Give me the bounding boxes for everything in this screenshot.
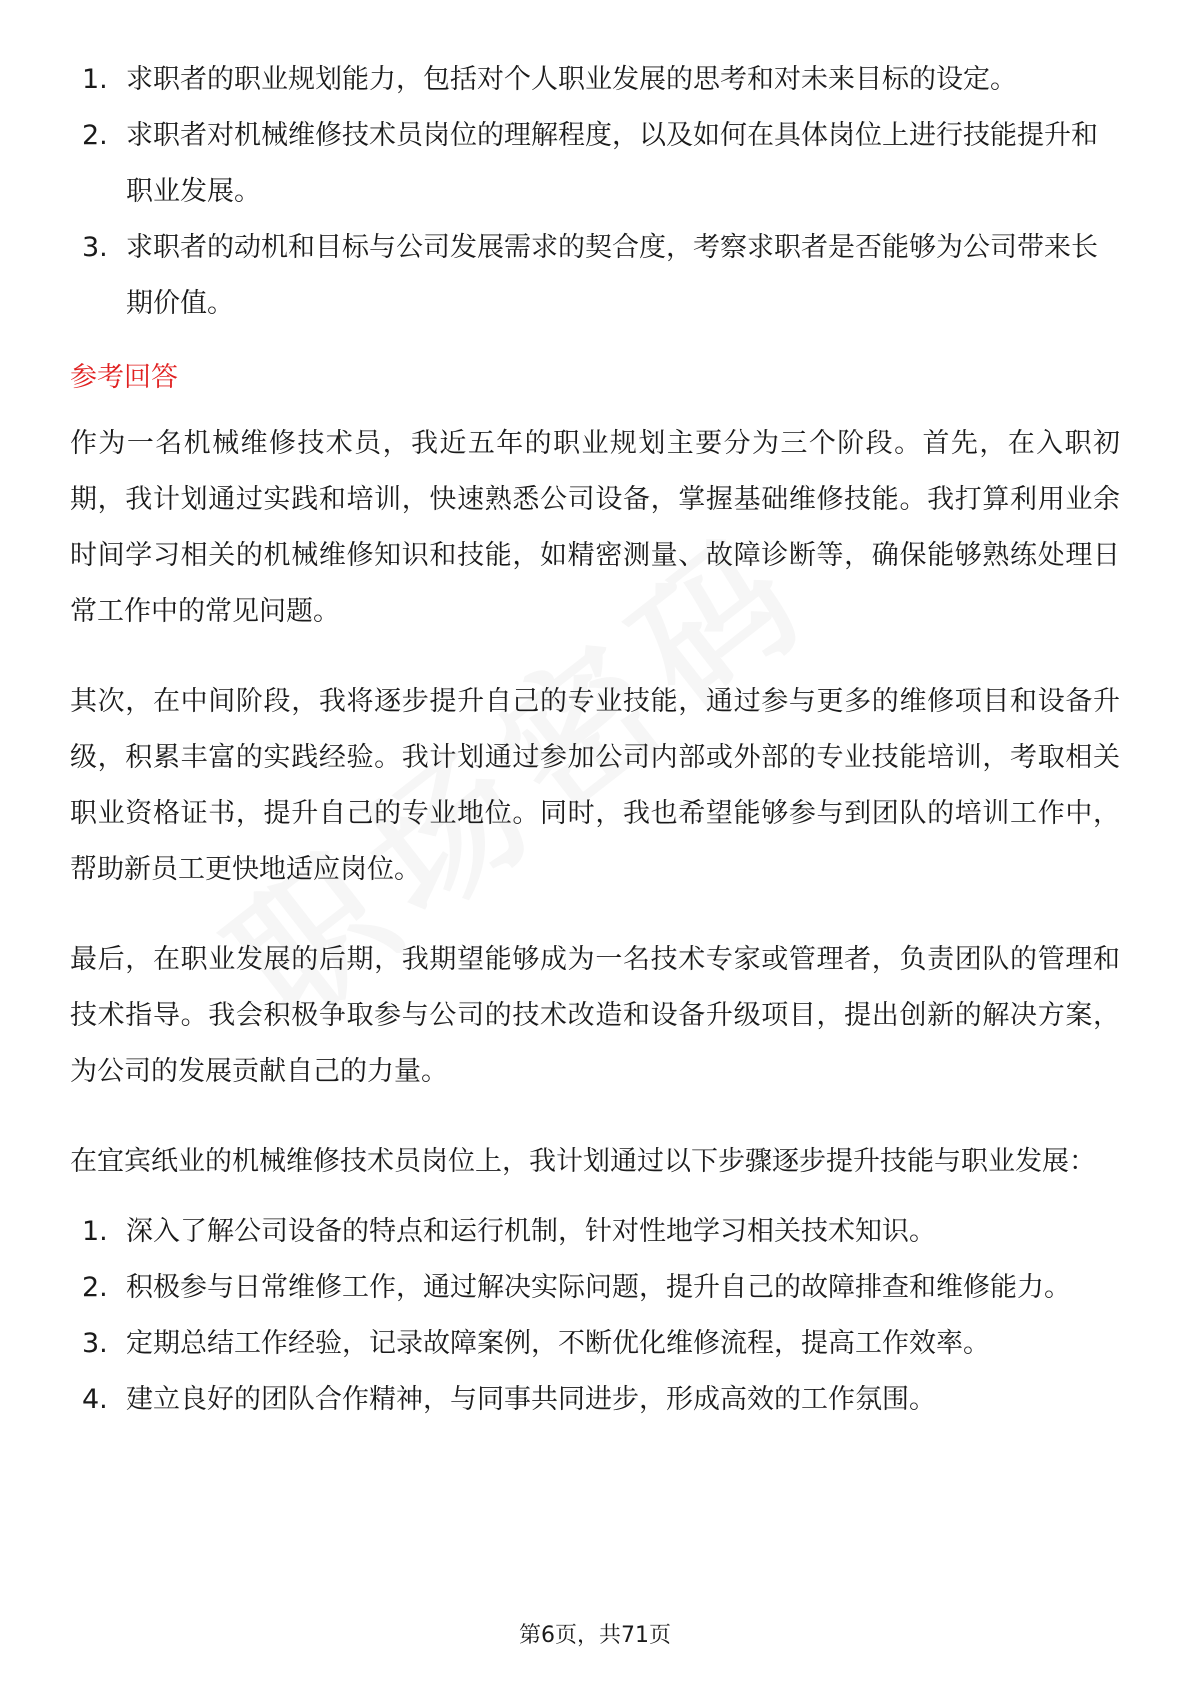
list-item: 4. 建立良好的团队合作精神，与同事共同进步，形成高效的工作氛围。	[82, 1384, 936, 1415]
list-item: 2. 积极参与日常维修工作，通过解决实际问题，提升自己的故障排查和维修能力。	[82, 1272, 1071, 1303]
list-item: 1. 求职者的职业规划能力，包括对个人职业发展的思考和对未来目标的设定。	[82, 64, 1017, 95]
paragraph: 最后，在职业发展的后期，我期望能够成为一名技术专家或管理者，负责团队的管理和技术指导。我会积极争取参与公司的技术改造和设备升级项目，提出创新的解决方案，为公司的发展贡献自己的力量。	[70, 944, 1120, 1087]
list-item: 3. 求职者的动机和目标与公司发展需求的契合度，考察求职者是否能够为公司带来长期价值。	[82, 232, 1098, 319]
page-footer: 第6页，共71页	[519, 1623, 671, 1648]
list-item: 1. 深入了解公司设备的特点和运行机制，针对性地学习相关技术知识。	[82, 1216, 936, 1247]
paragraph: 在宜宾纸业的机械维修技术员岗位上，我计划通过以下步骤逐步提升技能与职业发展：	[70, 1146, 1096, 1177]
steps-list	[70, 1204, 1120, 1428]
page-content	[70, 52, 1120, 1428]
list-item: 3. 定期总结工作经验，记录故障案例，不断优化维修流程，提高工作效率。	[82, 1328, 990, 1359]
section-heading: 参考回答	[70, 362, 178, 393]
paragraph: 作为一名机械维修技术员，我近五年的职业规划主要分为三个阶段。首先，在入职初期，我计划通过实践和培训，快速熟悉公司设备，掌握基础维修技能。我打算利用业余时间学习相关的机械维修知识和技能，如精密测量、故障诊断等，确保能够熟练处理日常工作中的常见问题。	[70, 428, 1120, 627]
criteria-list	[70, 52, 1120, 332]
list-item: 2. 求职者对机械维修技术员岗位的理解程度，以及如何在具体岗位上进行技能提升和职业发展。	[82, 120, 1098, 207]
paragraph: 其次，在中间阶段，我将逐步提升自己的专业技能，通过参与更多的维修项目和设备升级，积累丰富的实践经验。我计划通过参加公司内部或外部的专业技能培训，考取相关职业资格证书，提升自己的专业地位。同时，我也希望能够参与到团队的培训工作中，帮助新员工更快地适应岗位。	[70, 686, 1120, 885]
